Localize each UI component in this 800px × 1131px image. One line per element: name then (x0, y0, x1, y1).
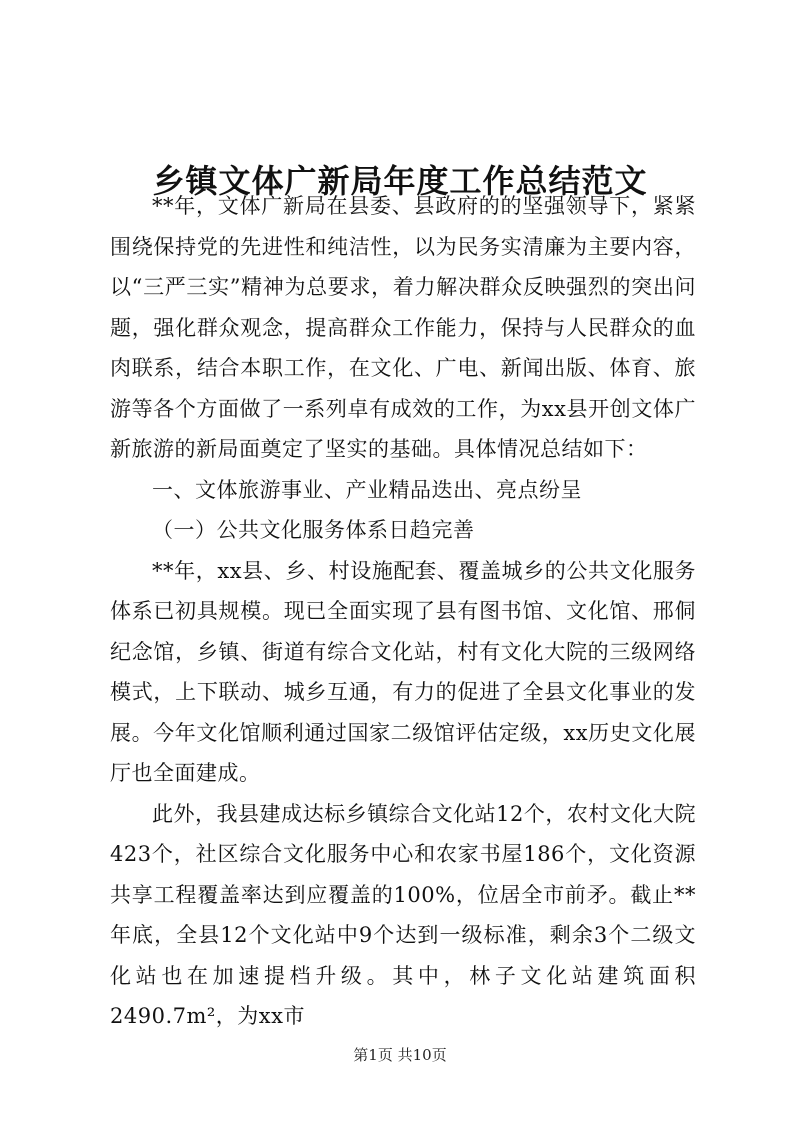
paragraph-additional: 此外，我县建成达标乡镇综合文化站12个，农村文化大院423个，社区综合文化服务中心和农家书屋186个，文化资源共享工程覆盖率达到应覆盖的100%，位居全市前矛。截止**年底，全县12个文化站中9个达到一级标准，剩余3个二级文化站也在加速提档升级。其中，林子文化站建筑面积2490.7m²，为xx市 (110, 801, 696, 1028)
page-number-footer: 第1页 共10页 (353, 1046, 447, 1064)
paragraph-service-system: **年，xx县、乡、村设施配套、覆盖城乡的公共文化服务体系已初具规模。现已全面实现了县有图书馆、文化馆、邢侗纪念馆，乡镇、街道有综合文化站，村有文化大院的三级网络模式，上下联动、城乡互通，有力的促进了全县文化事业的发展。今年文化馆顺利通过国家二级馆评估定级，xx历史文化展厅也全面建成。 (110, 558, 696, 785)
subsection-heading-1: （一）公共文化服务体系日趋完善 (152, 518, 475, 542)
section-heading-1: 一、文体旅游事业、产业精品迭出、亮点纷呈 (152, 477, 582, 502)
paragraph-intro: **年，文体广新局在县委、县政府的的坚强领导下，紧紧围绕保持党的先进性和纯洁性，以为民务实清廉为主要内容，以“三严三实”精神为总要求，着力解决群众反映强烈的突出问题，强化群众观念，提高群众工作能力，保持与人民群众的血肉联系，结合本职工作，在文化、广电、新闻出版、体育、旅游等各个方面做了一系列卓有成效的工作，为xx县开创文体广新旅游的新局面奠定了坚实的基础。具体情况总结如下： (110, 194, 696, 461)
document-title: 乡镇文体广新局年度工作总结范文 (152, 162, 648, 201)
document-body (110, 186, 696, 1037)
